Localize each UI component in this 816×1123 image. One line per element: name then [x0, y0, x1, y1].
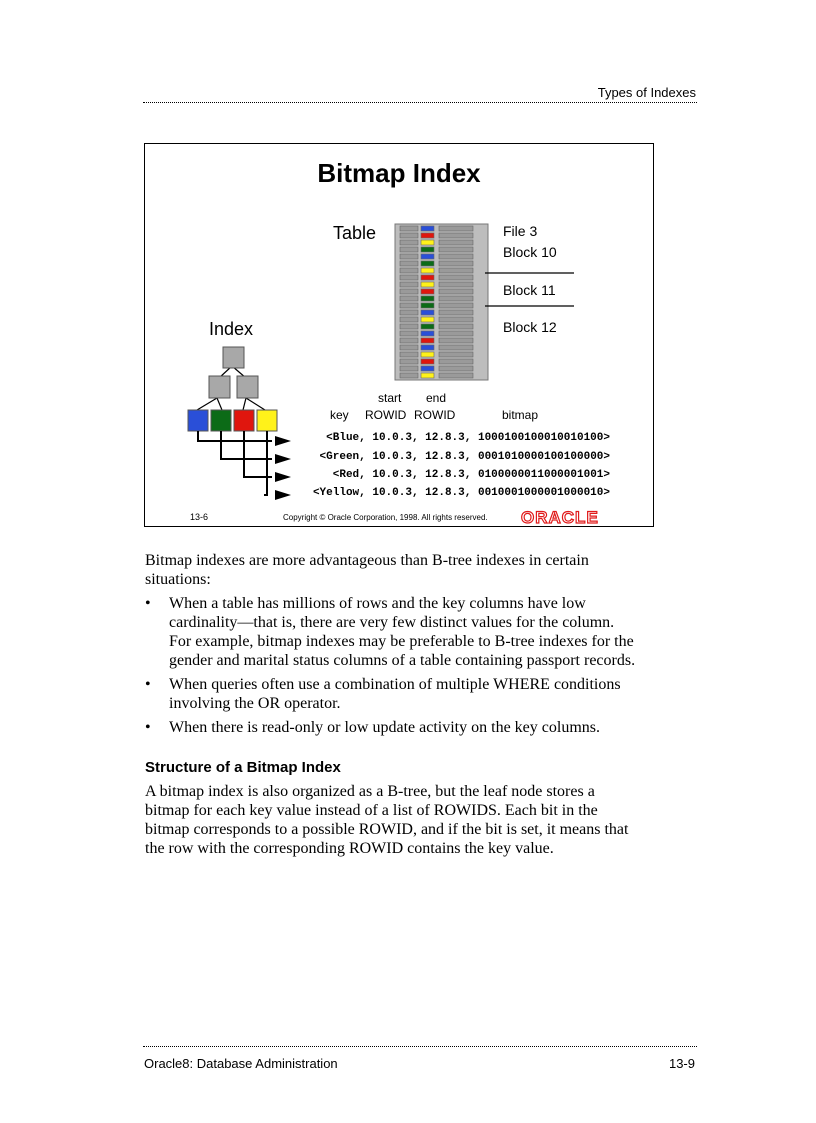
key-label: key	[330, 408, 349, 422]
bitmap-entry: <Blue, 10.0.3, 12.8.3, 1000100100010010100>	[326, 432, 610, 444]
table-row-cell	[421, 317, 434, 322]
table-row-cell	[421, 324, 434, 329]
table-row-cell	[421, 282, 434, 287]
table-row-cell	[439, 254, 473, 259]
bitmap-entry: <Green, 10.0.3, 12.8.3, 0001010000100100000>	[319, 451, 610, 463]
section-heading: Structure of a Bitmap Index	[145, 759, 341, 776]
table-row-cell	[400, 240, 418, 245]
section-paragraph: A bitmap index is also organized as a B-tree, but the leaf node stores a bitmap for each key value instead of a list of ROWIDS. Each bit in the bitmap corresponds to a possible ROWID, and if the bit is set, it means that the row with the corresponding ROWID contains the key value.	[145, 783, 629, 857]
table-row-cell	[400, 331, 418, 336]
bullet-symbol: •	[145, 595, 151, 612]
table-row-cell	[421, 345, 434, 350]
block-label: Block 10	[503, 244, 557, 260]
leaf-node-green	[211, 410, 231, 431]
slide-number: 13-6	[190, 512, 209, 522]
slide-title: Bitmap Index	[317, 158, 481, 188]
table-row-cell	[439, 233, 473, 238]
table-label: Table	[333, 223, 377, 243]
table-row-cell	[421, 261, 434, 266]
table-row-cell	[439, 303, 473, 308]
table-row-cell	[421, 289, 434, 294]
table-row-cell	[421, 233, 434, 238]
table-row-cell	[400, 247, 418, 252]
end-rowid-label: ROWID	[414, 408, 456, 422]
list-item	[145, 718, 640, 737]
block-label: Block 11	[503, 282, 556, 298]
table-row-cell	[439, 261, 473, 266]
table-row-cell	[400, 317, 418, 322]
table-row-cell	[439, 338, 473, 343]
table-row-cell	[439, 359, 473, 364]
table-row-cell	[400, 373, 418, 378]
slide-copyright: Copyright © Oracle Corporation, 1998. All rights reserved.	[283, 513, 488, 522]
branch-node	[209, 376, 230, 398]
table-row-cell	[400, 345, 418, 350]
bullet-list	[145, 594, 640, 742]
leaf-node-blue	[188, 410, 208, 431]
header-section-title: Types of Indexes	[597, 85, 696, 100]
table-row-cell	[439, 310, 473, 315]
table-row-cell	[421, 303, 434, 308]
table-row-cell	[400, 310, 418, 315]
footer-divider	[143, 1046, 697, 1047]
oracle-logo: ORACLE	[521, 508, 599, 527]
table-row-cell	[421, 338, 434, 343]
table-row-cell	[400, 296, 418, 301]
table-row-cell	[421, 359, 434, 364]
slide-figure	[144, 143, 654, 527]
table-row-cell	[421, 254, 434, 259]
table-row-cell	[400, 226, 418, 231]
bullet-text: When a table has millions of rows and the key columns have low cardinality—that is, there are very few distinct values for the column. For example, bitmap indexes may be preferable to B-tree indexes for the gender and marital status columns of a table containing passport records.	[169, 595, 636, 669]
table-row-cell	[439, 240, 473, 245]
footer-book-title: Oracle8: Database Administration	[144, 1056, 338, 1071]
table-row-cell	[439, 373, 473, 378]
table-row-cell	[439, 345, 473, 350]
table-row-cell	[400, 275, 418, 280]
table-row-cell	[421, 373, 434, 378]
table-row-cell	[400, 282, 418, 287]
list-item	[145, 675, 640, 713]
table-row-cell	[439, 282, 473, 287]
table-row-cell	[421, 296, 434, 301]
block-label: Block 12	[503, 319, 557, 335]
end-label: end	[426, 391, 447, 405]
start-label: start	[378, 391, 402, 405]
header-divider	[143, 102, 697, 103]
bullet-symbol: •	[145, 719, 151, 736]
root-node	[223, 347, 244, 368]
table-row-cell	[400, 338, 418, 343]
table-row-cell	[421, 247, 434, 252]
table-row-cell	[400, 324, 418, 329]
index-tree	[188, 347, 277, 431]
table-row-cell	[439, 366, 473, 371]
table-row-cell	[439, 324, 473, 329]
leaf-node-yellow	[257, 410, 277, 431]
table-row-cell	[400, 352, 418, 357]
table-row-cell	[400, 261, 418, 266]
table-row-cell	[421, 310, 434, 315]
table-row-cell	[400, 366, 418, 371]
bitmap-label: bitmap	[502, 408, 539, 422]
leaf-connectors	[198, 431, 272, 495]
table-row-cell	[400, 289, 418, 294]
intro-paragraph: Bitmap indexes are more advantageous than B-tree indexes in certain situations:	[145, 552, 589, 588]
table-row-cell	[439, 289, 473, 294]
bullet-symbol: •	[145, 676, 151, 693]
start-rowid-label: ROWID	[365, 408, 407, 422]
leaf-node-red	[234, 410, 254, 431]
bitmap-entry: <Yellow, 10.0.3, 12.8.3, 0010001000001000010>	[312, 487, 610, 499]
branch-node	[237, 376, 258, 398]
index-label: Index	[209, 319, 254, 339]
table-row-cell	[400, 359, 418, 364]
table-row-cell	[421, 226, 434, 231]
table-row-cell	[421, 352, 434, 357]
table-row-cell	[400, 254, 418, 259]
table-row-cell	[421, 331, 434, 336]
table-row-cell	[400, 268, 418, 273]
table-row-cell	[421, 240, 434, 245]
table-row-cell	[400, 233, 418, 238]
table-row-cell	[400, 303, 418, 308]
table-row-cell	[421, 268, 434, 273]
table-row-cell	[439, 268, 473, 273]
footer-page-number: 13-9	[668, 1056, 695, 1071]
table-row-cell	[439, 247, 473, 252]
table-row-cell	[439, 352, 473, 357]
list-item	[145, 594, 640, 670]
table-row-cell	[439, 317, 473, 322]
table-row-cell	[421, 275, 434, 280]
table-row-cell	[439, 275, 473, 280]
file-label: File 3	[503, 223, 538, 239]
bullet-text: When queries often use a combination of multiple WHERE conditions involving the OR operator.	[169, 676, 621, 712]
bitmap-entry: <Red, 10.0.3, 12.8.3, 0100000011000001001>	[332, 469, 610, 481]
table-row-cell	[439, 296, 473, 301]
table-row-cell	[421, 366, 434, 371]
table-row-cell	[439, 331, 473, 336]
table-row-cell	[439, 226, 473, 231]
bullet-text: When there is read-only or low update activity on the key columns.	[169, 719, 600, 736]
arrowheads	[275, 436, 291, 500]
